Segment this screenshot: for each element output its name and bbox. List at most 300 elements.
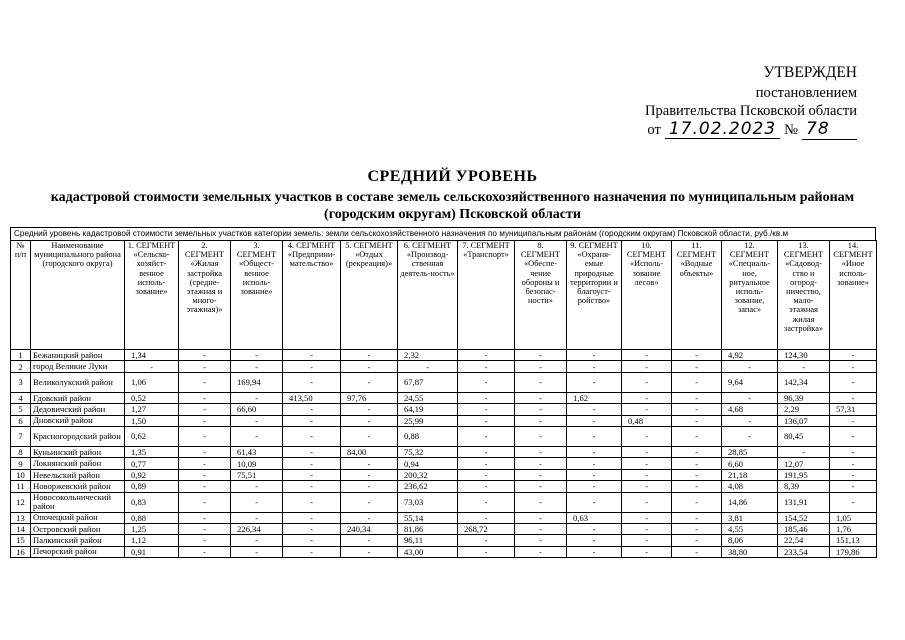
row-number-cell: 6: [11, 415, 31, 426]
value-cell: -: [567, 458, 622, 469]
value-cell: -: [179, 512, 231, 523]
row-number-cell: 7: [11, 426, 31, 446]
value-cell: -: [567, 546, 622, 557]
value-cell: -: [341, 546, 398, 557]
value-cell: -: [515, 404, 567, 415]
value-cell: 25,99: [398, 415, 458, 426]
value-cell: -: [458, 446, 515, 457]
value-cell: -: [567, 415, 622, 426]
approval-number: 78: [806, 119, 830, 139]
value-cell: -: [830, 469, 877, 480]
column-header: 11. СЕГМЕНТ «Водные объекты»: [672, 241, 722, 350]
value-cell: 169,94: [231, 372, 283, 392]
district-name-cell: Печорский район: [31, 546, 125, 557]
value-cell: -: [283, 492, 341, 512]
value-cell: -: [341, 415, 398, 426]
value-cell: -: [830, 458, 877, 469]
value-cell: -: [567, 492, 622, 512]
value-cell: -: [458, 350, 515, 361]
value-cell: -: [567, 523, 622, 534]
value-cell: -: [622, 546, 672, 557]
cadastral-table-wrapper: [10, 227, 876, 558]
value-cell: -: [283, 350, 341, 361]
value-cell: -: [231, 392, 283, 403]
table-row: [11, 469, 877, 480]
value-cell: -: [672, 492, 722, 512]
row-number-cell: 5: [11, 404, 31, 415]
value-cell: -: [830, 350, 877, 361]
value-cell: -: [283, 546, 341, 557]
value-cell: -: [672, 350, 722, 361]
value-cell: 0,52: [125, 392, 179, 403]
value-cell: -: [179, 361, 231, 372]
value-cell: 28,85: [722, 446, 778, 457]
value-cell: -: [283, 535, 341, 546]
value-cell: 14,86: [722, 492, 778, 512]
value-cell: -: [231, 481, 283, 492]
value-cell: 8,39: [778, 481, 830, 492]
value-cell: 4,68: [722, 404, 778, 415]
value-cell: -: [830, 492, 877, 512]
value-cell: 75,51: [231, 469, 283, 480]
table-header-row: [11, 241, 877, 350]
value-cell: -: [778, 446, 830, 457]
value-cell: 240,34: [341, 523, 398, 534]
district-name-cell: Куньинский район: [31, 446, 125, 457]
value-cell: -: [179, 469, 231, 480]
row-number-cell: 15: [11, 535, 31, 546]
value-cell: -: [341, 361, 398, 372]
table-row: [11, 426, 877, 446]
district-name-cell: Красногородский район: [31, 426, 125, 446]
value-cell: -: [672, 361, 722, 372]
value-cell: -: [458, 415, 515, 426]
value-cell: 1,06: [125, 372, 179, 392]
value-cell: 96,11: [398, 535, 458, 546]
value-cell: -: [515, 481, 567, 492]
column-header: Наименование муниципального района (городского округа): [31, 241, 125, 350]
value-cell: 2,29: [778, 404, 830, 415]
value-cell: 151,13: [830, 535, 877, 546]
value-cell: -: [179, 372, 231, 392]
value-cell: -: [179, 446, 231, 457]
value-cell: 1,05: [830, 512, 877, 523]
value-cell: 22,54: [778, 535, 830, 546]
table-caption: Средний уровень кадастровой стоимости земельных участков категории земель: земли сельскохозяйственного назначения по муниципальным районам (городским округам) Псковской области, руб./кв.м: [10, 227, 876, 240]
value-cell: -: [458, 404, 515, 415]
value-cell: 179,86: [830, 546, 877, 557]
table-row: [11, 372, 877, 392]
value-cell: 413,50: [283, 392, 341, 403]
value-cell: -: [283, 404, 341, 415]
column-header: 2. СЕГМЕНТ «Жилая застройка (средне-этажная и много-этажная)»: [179, 241, 231, 350]
value-cell: -: [515, 458, 567, 469]
value-cell: -: [341, 458, 398, 469]
value-cell: -: [515, 523, 567, 534]
value-cell: -: [458, 481, 515, 492]
value-cell: -: [179, 523, 231, 534]
value-cell: 0,88: [125, 512, 179, 523]
value-cell: 64,19: [398, 404, 458, 415]
value-cell: 226,34: [231, 523, 283, 534]
district-name-cell: Дедовичский район: [31, 404, 125, 415]
table-row: [11, 415, 877, 426]
table-body: [11, 350, 877, 558]
value-cell: -: [567, 481, 622, 492]
column-header: 1. СЕГМЕНТ «Сельско-хозяйст-венное исполь-зование»: [125, 241, 179, 350]
value-cell: -: [567, 469, 622, 480]
district-name-cell: Великолукский район: [31, 372, 125, 392]
value-cell: -: [830, 372, 877, 392]
table-row: [11, 546, 877, 557]
value-cell: 21,18: [722, 469, 778, 480]
table-row: [11, 512, 877, 523]
column-header: 3. СЕГМЕНТ «Общест-венное исполь-зование»: [231, 241, 283, 350]
value-cell: 3,81: [722, 512, 778, 523]
value-cell: -: [830, 481, 877, 492]
value-cell: -: [672, 535, 722, 546]
approval-line-1: постановлением: [755, 85, 857, 101]
value-cell: -: [672, 426, 722, 446]
approval-line-2: Правительства Псковской области: [645, 103, 857, 119]
district-name-cell: Палкинский район: [31, 535, 125, 546]
value-cell: 1,27: [125, 404, 179, 415]
value-cell: -: [341, 492, 398, 512]
value-cell: 1,62: [567, 392, 622, 403]
district-name-cell: Бежаницкий район: [31, 350, 125, 361]
value-cell: -: [179, 415, 231, 426]
row-number-cell: 3: [11, 372, 31, 392]
value-cell: -: [622, 523, 672, 534]
value-cell: -: [283, 361, 341, 372]
value-cell: 0,62: [125, 426, 179, 446]
value-cell: -: [622, 350, 672, 361]
column-header: 6. СЕГМЕНТ «Производ-ственная деятель-ность»: [398, 241, 458, 350]
value-cell: -: [515, 372, 567, 392]
column-header: № п/п: [11, 241, 31, 350]
table-row: [11, 535, 877, 546]
value-cell: -: [458, 372, 515, 392]
value-cell: -: [458, 458, 515, 469]
value-cell: -: [341, 404, 398, 415]
value-cell: -: [830, 415, 877, 426]
value-cell: -: [458, 426, 515, 446]
value-cell: -: [458, 392, 515, 403]
value-cell: -: [341, 535, 398, 546]
value-cell: 200,32: [398, 469, 458, 480]
value-cell: 81,86: [398, 523, 458, 534]
value-cell: 6,60: [722, 458, 778, 469]
table-row: [11, 481, 877, 492]
value-cell: -: [179, 458, 231, 469]
column-header: 8. СЕГМЕНТ «Обеспе-чение обороны и безопас-ности»: [515, 241, 567, 350]
value-cell: 8,06: [722, 535, 778, 546]
value-cell: -: [622, 481, 672, 492]
district-name-cell: Локнянский район: [31, 458, 125, 469]
value-cell: -: [722, 426, 778, 446]
district-name-cell: Дновский район: [31, 415, 125, 426]
value-cell: -: [231, 415, 283, 426]
row-number-cell: 4: [11, 392, 31, 403]
value-cell: 131,91: [778, 492, 830, 512]
value-cell: 12,07: [778, 458, 830, 469]
number-prefix: №: [784, 122, 798, 138]
value-cell: -: [515, 446, 567, 457]
value-cell: 84,00: [341, 446, 398, 457]
value-cell: -: [567, 426, 622, 446]
value-cell: -: [722, 361, 778, 372]
value-cell: -: [622, 361, 672, 372]
value-cell: -: [722, 415, 778, 426]
value-cell: -: [283, 512, 341, 523]
value-cell: 57,31: [830, 404, 877, 415]
value-cell: 185,46: [778, 523, 830, 534]
value-cell: 38,80: [722, 546, 778, 557]
value-cell: 80,45: [778, 426, 830, 446]
value-cell: -: [231, 535, 283, 546]
value-cell: 73,03: [398, 492, 458, 512]
row-number-cell: 2: [11, 361, 31, 372]
row-number-cell: 1: [11, 350, 31, 361]
value-cell: -: [458, 492, 515, 512]
district-name-cell: Гдовский район: [31, 392, 125, 403]
value-cell: -: [231, 546, 283, 557]
value-cell: -: [398, 361, 458, 372]
table-row: [11, 523, 877, 534]
value-cell: -: [458, 546, 515, 557]
approval-title: УТВЕРЖДЕН: [763, 64, 857, 81]
value-cell: -: [283, 446, 341, 457]
value-cell: -: [830, 392, 877, 403]
value-cell: -: [567, 361, 622, 372]
value-cell: 1,35: [125, 446, 179, 457]
value-cell: 24,55: [398, 392, 458, 403]
date-prefix: от: [647, 122, 661, 138]
value-cell: -: [179, 535, 231, 546]
cadastral-table: [10, 240, 877, 558]
value-cell: -: [567, 372, 622, 392]
value-cell: -: [672, 546, 722, 557]
value-cell: -: [622, 446, 672, 457]
district-name-cell: Новоржевский район: [31, 481, 125, 492]
column-header: 13. СЕГМЕНТ «Садовод-ство и огород-ничество, мало-этажная жилая застройка»: [778, 241, 830, 350]
value-cell: 61,43: [231, 446, 283, 457]
value-cell: -: [515, 492, 567, 512]
row-number-cell: 11: [11, 481, 31, 492]
value-cell: -: [515, 469, 567, 480]
table-row: [11, 361, 877, 372]
value-cell: -: [231, 350, 283, 361]
value-cell: -: [231, 361, 283, 372]
value-cell: -: [567, 350, 622, 361]
value-cell: -: [515, 512, 567, 523]
value-cell: -: [622, 469, 672, 480]
value-cell: 10,09: [231, 458, 283, 469]
value-cell: 1,50: [125, 415, 179, 426]
value-cell: -: [515, 415, 567, 426]
district-name-cell: Невельский район: [31, 469, 125, 480]
table-row: [11, 492, 877, 512]
table-row: [11, 404, 877, 415]
approval-date: 17.02.2023: [665, 120, 780, 139]
value-cell: -: [567, 535, 622, 546]
value-cell: -: [515, 392, 567, 403]
row-number-cell: 13: [11, 512, 31, 523]
value-cell: -: [672, 458, 722, 469]
column-header: 7. СЕГМЕНТ «Транспорт»: [458, 241, 515, 350]
value-cell: -: [341, 426, 398, 446]
value-cell: 67,87: [398, 372, 458, 392]
value-cell: -: [622, 535, 672, 546]
value-cell: -: [231, 512, 283, 523]
value-cell: 233,54: [778, 546, 830, 557]
value-cell: -: [515, 426, 567, 446]
value-cell: -: [341, 469, 398, 480]
value-cell: -: [283, 426, 341, 446]
value-cell: -: [515, 361, 567, 372]
value-cell: -: [458, 469, 515, 480]
column-header: 14. СЕГМЕНТ «Иное исполь-зование»: [830, 241, 877, 350]
value-cell: 0,89: [125, 481, 179, 492]
value-cell: -: [622, 458, 672, 469]
approval-block: [597, 64, 857, 140]
row-number-cell: 9: [11, 458, 31, 469]
document-title: СРЕДНИЙ УРОВЕНЬ: [367, 168, 538, 185]
table-row: [11, 392, 877, 403]
value-cell: -: [283, 458, 341, 469]
value-cell: -: [179, 492, 231, 512]
value-cell: 1,76: [830, 523, 877, 534]
value-cell: 55,14: [398, 512, 458, 523]
value-cell: 136,07: [778, 415, 830, 426]
table-row: [11, 458, 877, 469]
row-number-cell: 10: [11, 469, 31, 480]
value-cell: -: [283, 523, 341, 534]
row-number-cell: 14: [11, 523, 31, 534]
value-cell: -: [179, 404, 231, 415]
value-cell: -: [125, 361, 179, 372]
value-cell: -: [283, 481, 341, 492]
value-cell: -: [341, 512, 398, 523]
value-cell: -: [283, 372, 341, 392]
value-cell: -: [179, 392, 231, 403]
row-number-cell: 12: [11, 492, 31, 512]
value-cell: -: [672, 469, 722, 480]
value-cell: -: [672, 415, 722, 426]
value-cell: 0,83: [125, 492, 179, 512]
value-cell: -: [672, 481, 722, 492]
row-number-cell: 8: [11, 446, 31, 457]
district-name-cell: город Великие Луки: [31, 361, 125, 372]
value-cell: -: [672, 392, 722, 403]
value-cell: -: [778, 361, 830, 372]
district-name-cell: Новосокольнический район: [31, 492, 125, 512]
value-cell: 1,25: [125, 523, 179, 534]
value-cell: -: [567, 404, 622, 415]
value-cell: -: [515, 535, 567, 546]
table-row: [11, 446, 877, 457]
value-cell: -: [830, 446, 877, 457]
value-cell: 0,94: [398, 458, 458, 469]
district-name-cell: Опочецкий район: [31, 512, 125, 523]
value-cell: -: [231, 492, 283, 512]
value-cell: -: [341, 481, 398, 492]
value-cell: 191,95: [778, 469, 830, 480]
value-cell: 0,77: [125, 458, 179, 469]
value-cell: -: [672, 446, 722, 457]
value-cell: -: [622, 392, 672, 403]
value-cell: -: [830, 426, 877, 446]
value-cell: 97,76: [341, 392, 398, 403]
value-cell: -: [515, 546, 567, 557]
column-header: 12. СЕГМЕНТ «Специаль-ное, ритуальное исполь-зование, запас»: [722, 241, 778, 350]
value-cell: 2,32: [398, 350, 458, 361]
value-cell: -: [283, 415, 341, 426]
column-header: 10. СЕГМЕНТ «Исполь-зование лесов»: [622, 241, 672, 350]
approval-date-line: [597, 120, 857, 140]
value-cell: -: [341, 350, 398, 361]
value-cell: -: [722, 392, 778, 403]
value-cell: -: [458, 535, 515, 546]
value-cell: 0,88: [398, 426, 458, 446]
value-cell: 9,64: [722, 372, 778, 392]
value-cell: -: [622, 426, 672, 446]
value-cell: -: [567, 446, 622, 457]
value-cell: 75,32: [398, 446, 458, 457]
value-cell: 236,62: [398, 481, 458, 492]
value-cell: 124,30: [778, 350, 830, 361]
value-cell: -: [515, 350, 567, 361]
value-cell: 4,92: [722, 350, 778, 361]
value-cell: 0,91: [125, 546, 179, 557]
value-cell: 0,63: [567, 512, 622, 523]
column-header: 9. СЕГМЕНТ «Охраня-емые природные территории и благоуст-ройство»: [567, 241, 622, 350]
value-cell: -: [283, 469, 341, 480]
value-cell: 142,34: [778, 372, 830, 392]
value-cell: -: [179, 426, 231, 446]
value-cell: 4,08: [722, 481, 778, 492]
value-cell: -: [179, 350, 231, 361]
value-cell: -: [341, 372, 398, 392]
value-cell: -: [179, 481, 231, 492]
value-cell: -: [622, 512, 672, 523]
value-cell: 268,72: [458, 523, 515, 534]
value-cell: -: [231, 426, 283, 446]
column-header: 5. СЕГМЕНТ «Отдых (рекреация)»: [341, 241, 398, 350]
value-cell: 4,55: [722, 523, 778, 534]
value-cell: 1,34: [125, 350, 179, 361]
value-cell: -: [672, 523, 722, 534]
value-cell: -: [458, 512, 515, 523]
value-cell: -: [672, 512, 722, 523]
value-cell: -: [672, 372, 722, 392]
value-cell: -: [622, 372, 672, 392]
value-cell: -: [179, 546, 231, 557]
value-cell: 0,48: [622, 415, 672, 426]
row-number-cell: 16: [11, 546, 31, 557]
column-header: 4. СЕГМЕНТ «Предприни-мательство»: [283, 241, 341, 350]
value-cell: 0,92: [125, 469, 179, 480]
value-cell: 1,12: [125, 535, 179, 546]
value-cell: -: [672, 404, 722, 415]
value-cell: 66,60: [231, 404, 283, 415]
district-name-cell: Островский район: [31, 523, 125, 534]
table-row: [11, 350, 877, 361]
value-cell: 154,52: [778, 512, 830, 523]
value-cell: -: [622, 404, 672, 415]
value-cell: 43,00: [398, 546, 458, 557]
value-cell: -: [622, 492, 672, 512]
